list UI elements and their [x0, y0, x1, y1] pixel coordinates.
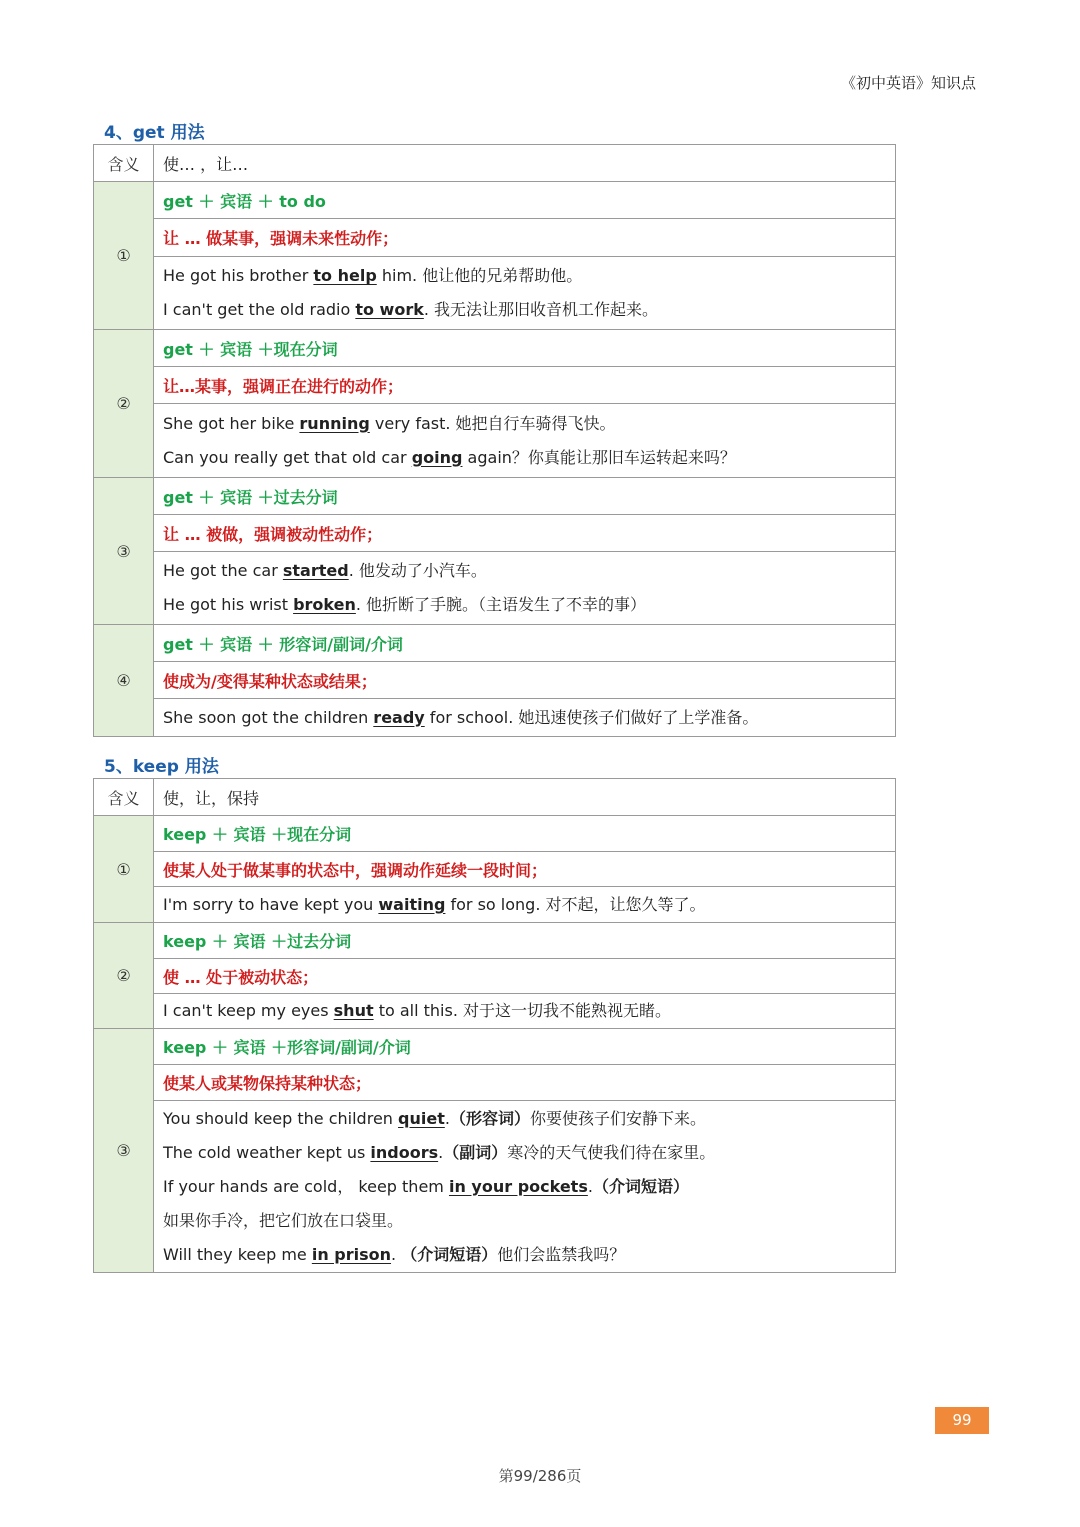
row-number: ② [94, 330, 154, 478]
row-number: ① [94, 182, 154, 330]
examples-row [94, 1101, 896, 1273]
row-number: ① [94, 816, 154, 923]
example-sentence: The cold weather kept us indoors.（副词）寒冷的天气使我们待在家里。 [163, 1142, 716, 1162]
note: 让 … 做某事，强调未来性动作； [154, 219, 896, 257]
examples-cell [154, 699, 896, 737]
examples-row [94, 552, 896, 625]
example-sentence: She soon got the children ready for school. 她迅速使孩子们做好了上学准备。 [163, 707, 759, 727]
example-sentence: She got her bike running very fast. 她把自行车骑得飞快。 [163, 413, 616, 433]
note: 使成为/变得某种状态或结果； [154, 662, 896, 699]
pattern-row [94, 182, 896, 219]
meaning-label: 含义 [94, 145, 154, 182]
row-number: ② [94, 923, 154, 1029]
meaning-label: 含义 [94, 779, 154, 816]
note: 让 … 被做，强调被动性动作； [154, 515, 896, 552]
examples-cell [154, 994, 896, 1029]
row-number: ④ [94, 625, 154, 737]
get-usage-table [93, 144, 896, 737]
row-number: ③ [94, 1029, 154, 1273]
meaning-value: 使… ，让… [154, 145, 896, 182]
note-row [94, 662, 896, 699]
note-row [94, 219, 896, 257]
pattern-row [94, 625, 896, 662]
example-sentence: He got the car started. 他发动了小汽车。 [163, 561, 487, 580]
pattern-row [94, 1029, 896, 1065]
note: 使 … 处于被动状态； [154, 959, 896, 994]
keep-usage-table [93, 778, 896, 1273]
example-sentence: He got his brother to help him. 他让他的兄弟帮助他。 [163, 266, 583, 285]
pattern: get ＋ 宾语 ＋ 形容词/副词/介词 [154, 625, 896, 662]
pattern: keep ＋ 宾语 ＋现在分词 [154, 816, 896, 852]
examples-row [94, 404, 896, 478]
example-sentence: I can't get the old radio to work. 我无法让那旧收音机工作起来。 [163, 300, 659, 319]
note-row [94, 959, 896, 994]
example-sentence: He got his wrist broken. 他折断了手腕。（主语发生了不幸的事） [163, 595, 647, 614]
pattern-row [94, 478, 896, 515]
page-number-badge: 99 [935, 1407, 989, 1434]
examples-row [94, 699, 896, 737]
pattern: get ＋ 宾语 ＋ to do [154, 182, 896, 219]
pattern-row [94, 816, 896, 852]
note-row [94, 852, 896, 887]
example-sentence: If your hands are cold， keep them in your pockets.（介词短语） [163, 1176, 689, 1196]
example-translation: 如果你手冷，把它们放在口袋里。 [163, 1210, 404, 1230]
pattern: keep ＋ 宾语 ＋形容词/副词/介词 [154, 1029, 896, 1065]
note: 让…某事，强调正在进行的动作； [154, 367, 896, 404]
note-row [94, 367, 896, 404]
pattern: get ＋ 宾语 ＋过去分词 [154, 478, 896, 515]
pattern-row [94, 330, 896, 367]
meaning-row [94, 779, 896, 816]
examples-cell [154, 1101, 896, 1273]
examples-row [94, 257, 896, 330]
examples-cell [154, 552, 896, 625]
examples-cell [154, 257, 896, 330]
examples-cell [154, 887, 896, 923]
example-sentence: I can't keep my eyes shut to all this. 对于这一切我不能熟视无睹。 [163, 1001, 671, 1020]
examples-row [94, 887, 896, 923]
example-sentence: I'm sorry to have kept you waiting for so long. 对不起，让您久等了。 [163, 894, 706, 914]
note: 使某人处于做某事的状态中，强调动作延续一段时间； [154, 852, 896, 887]
meaning-value: 使，让，保持 [154, 779, 896, 816]
examples-cell [154, 404, 896, 478]
example-sentence: Will they keep me in prison. （介词短语）他们会监禁我吗？ [163, 1244, 626, 1264]
note-row [94, 1065, 896, 1101]
page-counter: 第99/286页 [498, 1467, 582, 1485]
meaning-row [94, 145, 896, 182]
example-sentence: Can you really get that old car going again？你真能让那旧车运转起来吗？ [163, 447, 736, 467]
example-sentence: You should keep the children quiet.（形容词）你要使孩子们安静下来。 [163, 1108, 706, 1128]
section-heading-get: 4、get 用法 [104, 123, 205, 143]
pattern: keep ＋ 宾语 ＋过去分词 [154, 923, 896, 959]
pattern: get ＋ 宾语 ＋现在分词 [154, 330, 896, 367]
examples-row [94, 994, 896, 1029]
section-heading-keep: 5、keep 用法 [104, 757, 219, 777]
note-row [94, 515, 896, 552]
note: 使某人或某物保持某种状态； [154, 1065, 896, 1101]
row-number: ③ [94, 478, 154, 625]
book-title: 《初中英语》知识点 [840, 74, 976, 92]
pattern-row [94, 923, 896, 959]
